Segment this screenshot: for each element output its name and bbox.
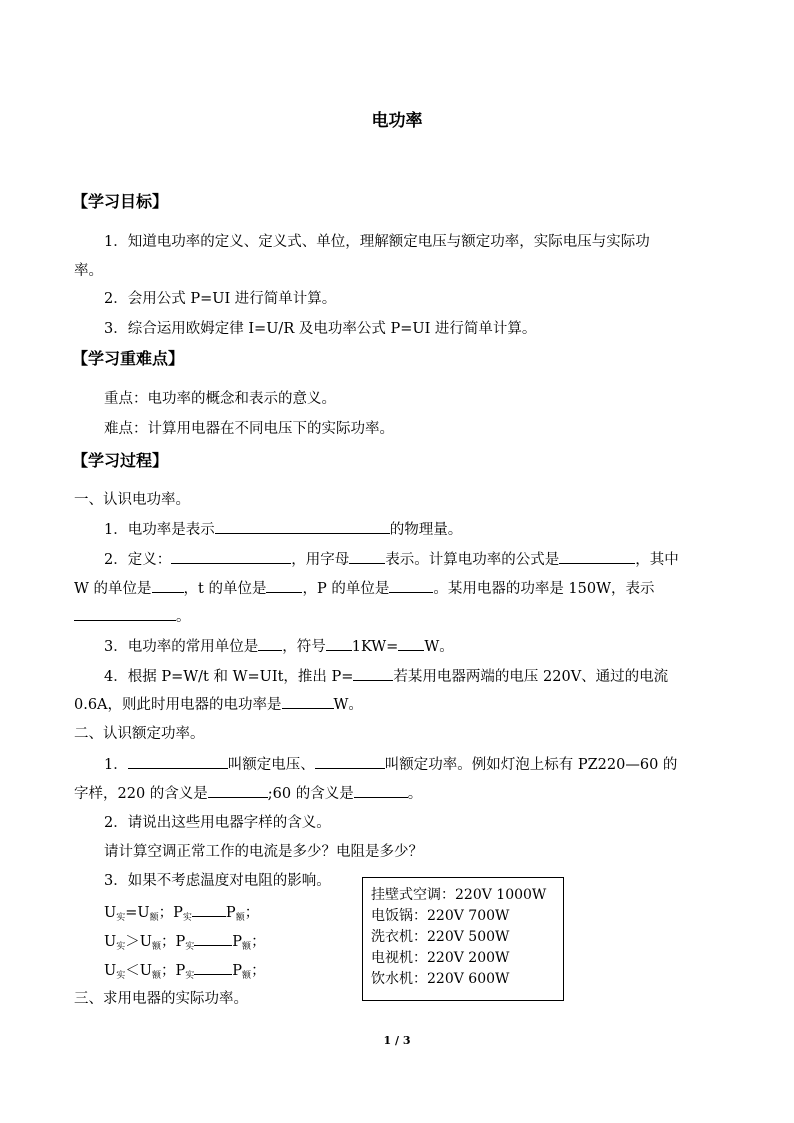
q1-text-after: 的物理量。	[389, 522, 463, 538]
difficult-point: 难点：计算用电器在不同电压下的实际功率。	[104, 421, 394, 437]
q2-text: ，用字母	[291, 552, 350, 568]
part1-q4-line-a	[104, 666, 668, 687]
answer-blank[interactable]	[192, 902, 226, 917]
appliance-rating-box	[362, 877, 564, 1001]
u-symbol: U	[104, 963, 117, 979]
p2q1-text: 叫额定功率。例如灯泡上标有 PZ220—60 的	[384, 757, 678, 773]
q4-text: W。	[333, 697, 363, 713]
answer-blank[interactable]	[128, 754, 228, 769]
q4-text: 0.6A，则此时用电器的电功率是	[74, 697, 282, 713]
p-symbol: P	[175, 934, 186, 950]
part2-q1-line-b	[74, 783, 422, 804]
part1-q1	[104, 519, 462, 540]
separator: ；	[161, 963, 176, 979]
separator: ；	[158, 905, 174, 921]
u-symbol: U	[104, 934, 117, 950]
answer-blank[interactable]	[208, 783, 268, 798]
p-symbol: P	[232, 934, 243, 950]
appliance-air-conditioner: 挂壁式空调：220V 1000W	[371, 887, 547, 903]
appliance-television: 电视机：220V 200W	[371, 950, 510, 966]
relation-operator: ＞U	[125, 934, 152, 950]
q1-text-before: 1．电功率是表示	[104, 522, 215, 538]
q2-text: W 的单位是	[74, 581, 152, 597]
subscript-actual: 实	[116, 913, 126, 923]
part3-heading: 三、求用电器的实际功率。	[74, 991, 248, 1007]
relation-less	[104, 960, 266, 986]
process-heading: 【学习过程】	[72, 451, 169, 470]
relation-equal	[104, 902, 259, 928]
answer-blank[interactable]	[152, 578, 184, 593]
appliance-rice-cooker: 电饭锅：220V 700W	[371, 908, 510, 924]
subscript-rated: 额	[242, 942, 252, 952]
part1-q2-line-a	[104, 549, 679, 570]
subscript-rated: 额	[151, 942, 161, 952]
part1-q2-line-c	[74, 606, 191, 627]
answer-blank[interactable]	[215, 519, 390, 534]
answer-blank[interactable]	[282, 694, 334, 709]
subscript-rated: 额	[151, 971, 161, 981]
answer-blank[interactable]	[258, 636, 282, 651]
answer-blank[interactable]	[398, 636, 424, 651]
subscript-actual: 实	[116, 971, 126, 981]
subscript-actual: 实	[185, 971, 195, 981]
subscript-actual: 实	[182, 913, 192, 923]
part2-q2-sub: 请计算空调正常工作的电流是多少？电阻是多少？	[104, 844, 423, 860]
answer-blank[interactable]	[194, 960, 232, 975]
keypoints-heading: 【学习重难点】	[72, 349, 185, 368]
q2-text: ，t 的单位是	[183, 581, 267, 597]
part1-q2-line-b	[74, 578, 655, 599]
p-symbol: P	[175, 963, 186, 979]
separator: ；	[251, 934, 266, 950]
relation-greater	[104, 931, 266, 957]
p2q1-text: ;60 的含义是	[267, 786, 354, 802]
subscript-actual: 实	[185, 942, 195, 952]
answer-blank[interactable]	[315, 754, 385, 769]
answer-blank[interactable]	[353, 666, 393, 681]
goal-1-line-a: 1．知道电功率的定义、定义式、单位，理解额定电压与额定功率，实际电压与实际功	[104, 234, 650, 250]
subscript-actual: 实	[116, 942, 126, 952]
subscript-rated: 额	[242, 971, 252, 981]
goal-1-line-b: 率。	[74, 263, 103, 279]
q3-text: 1KW=	[351, 639, 399, 655]
relation-operator: ＜U	[125, 963, 152, 979]
q3-text: ，符号	[282, 639, 326, 655]
answer-blank[interactable]	[171, 549, 291, 564]
answer-blank[interactable]	[559, 549, 635, 564]
part1-q3	[104, 636, 454, 657]
q2-text: ，其中	[635, 552, 679, 568]
part2-heading: 二、认识额定功率。	[74, 726, 205, 742]
p2q1-text: 叫额定电压、	[227, 757, 315, 773]
p2q1-text: 1．	[104, 757, 128, 773]
answer-blank[interactable]	[266, 578, 302, 593]
goal-2: 2．会用公式 P=UI 进行简单计算。	[104, 291, 337, 307]
q2-text: ，P 的单位是	[302, 581, 390, 597]
answer-blank[interactable]	[349, 549, 385, 564]
key-point: 重点：电功率的概念和表示的意义。	[104, 391, 336, 407]
q3-text: W。	[424, 639, 454, 655]
answer-blank[interactable]	[194, 931, 232, 946]
q4-text: 若某用电器两端的电压 220V、通过的电流	[393, 669, 669, 685]
subscript-rated: 额	[149, 913, 159, 923]
goal-3: 3．综合运用欧姆定律 I=U/R 及电功率公式 P=UI 进行简单计算。	[104, 321, 537, 337]
separator: ；	[244, 905, 260, 921]
appliance-water-dispenser: 饮水机：220V 600W	[371, 971, 510, 987]
answer-blank[interactable]	[74, 606, 176, 621]
answer-blank[interactable]	[326, 636, 352, 651]
p2q1-text: 。	[407, 786, 423, 802]
q2-text: 2．定义：	[104, 552, 172, 568]
q2-text: 。某用电器的功率是 150W，表示	[433, 581, 655, 597]
p2q1-text: 字样，220 的含义是	[74, 786, 208, 802]
separator: ；	[251, 963, 266, 979]
part1-heading: 一、认识电功率。	[74, 492, 190, 508]
q2-text: 。	[176, 609, 191, 625]
part2-q1-line-a	[104, 754, 677, 775]
u-symbol: U	[104, 905, 117, 921]
q3-text: 3．电功率的常用单位是	[104, 639, 259, 655]
appliance-washing-machine: 洗衣机：220V 500W	[371, 929, 510, 945]
relation-operator: =U	[125, 905, 150, 921]
subscript-rated: 额	[235, 913, 245, 923]
part2-q3: 3．如果不考虑温度对电阻的影响。	[104, 873, 331, 889]
answer-blank[interactable]	[354, 783, 408, 798]
goals-heading: 【学习目标】	[72, 192, 169, 211]
q2-text: 表示。计算电功率的公式是	[385, 552, 560, 568]
p-symbol: P	[173, 905, 183, 921]
separator: ；	[161, 934, 176, 950]
answer-blank[interactable]	[389, 578, 433, 593]
q4-text: 4．根据 P=W/t 和 W=UIt，推出 P=	[104, 669, 354, 685]
page-title: 电功率	[371, 111, 423, 131]
p-symbol: P	[225, 905, 236, 921]
part1-q4-line-b	[74, 694, 363, 715]
page-number: 1 / 3	[383, 1034, 411, 1047]
p-symbol: P	[232, 963, 243, 979]
part2-q2: 2．请说出这些用电器字样的含义。	[104, 815, 331, 831]
